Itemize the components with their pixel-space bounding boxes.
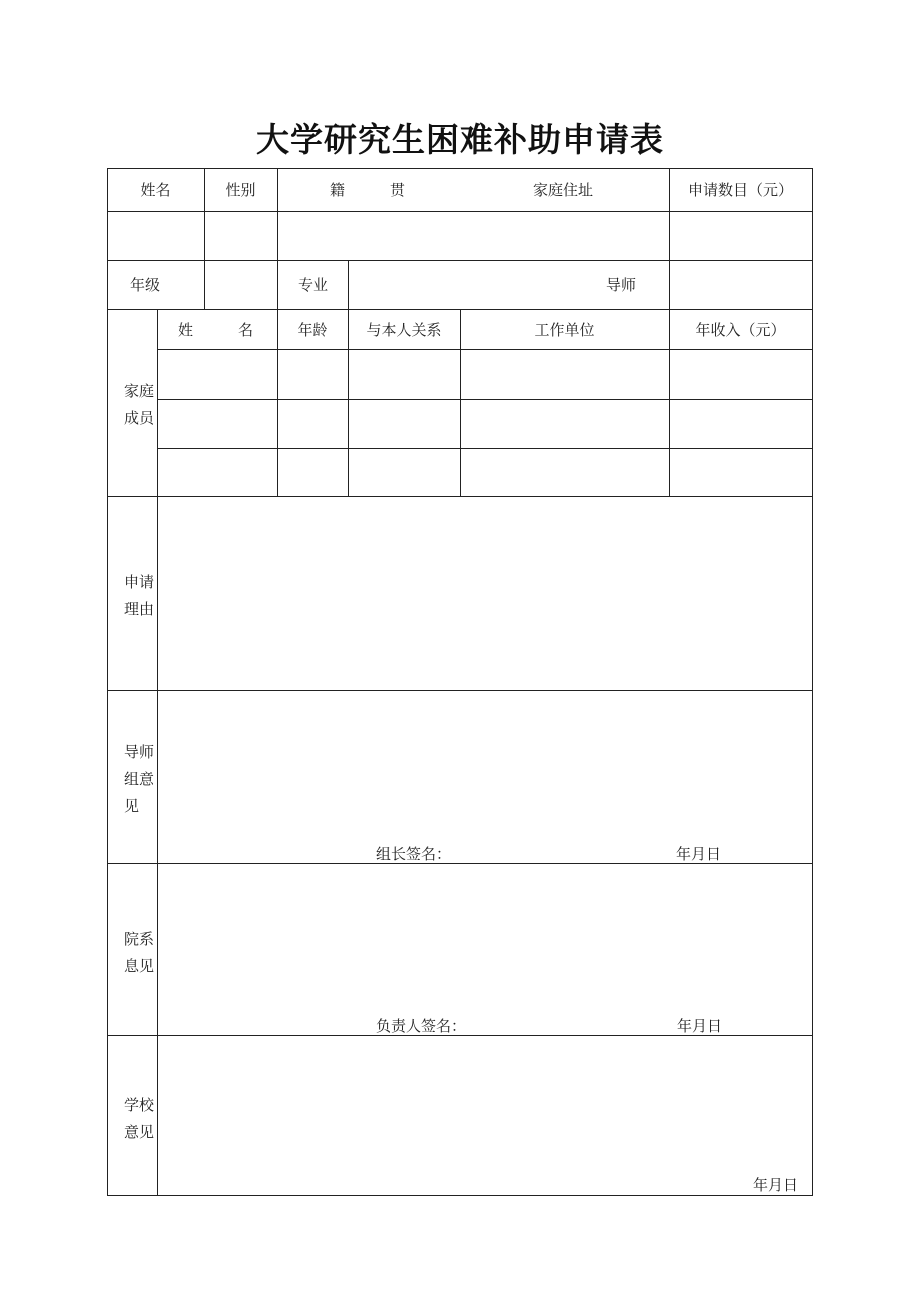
name-field[interactable] [108,212,204,260]
family-row[interactable] [158,449,812,496]
gender-field[interactable] [205,212,277,260]
grade-field[interactable] [205,261,277,309]
advisor-opinion-field[interactable] [158,691,812,831]
major-field[interactable] [349,261,589,309]
advisor-opinion-label: 导师组意见 [124,743,155,815]
family-members-label: 家庭成员 [124,382,155,427]
advisor-label: 导师 [606,276,637,294]
amount-field[interactable] [670,212,812,260]
header-native-place: 籍 贯 [330,181,406,199]
family-col-income: 年收入（元） [695,321,786,339]
responsible-signature-label: 负责人签名： [376,1017,467,1035]
header-name: 姓名 [140,181,171,199]
major-label: 专业 [298,276,329,294]
leader-signature-label: 组长签名： [376,845,452,863]
reason-label: 申请理由 [124,573,155,618]
dept-opinion-label: 院系息见 [124,930,155,975]
family-col-work: 工作单位 [534,321,595,339]
school-opinion-label: 学校意见 [124,1096,155,1141]
family-row[interactable] [158,350,812,399]
school-opinion-field[interactable] [158,1036,812,1166]
family-col-name: 姓 名 [178,321,254,339]
form-title: 大学研究生困难补助申请表 [256,120,664,159]
native-place-address-field[interactable] [278,212,669,260]
family-col-relation: 与本人关系 [366,321,442,339]
reason-field[interactable] [158,497,812,690]
advisor-field[interactable] [670,261,812,309]
family-col-age: 年龄 [297,321,328,339]
dept-opinion-field[interactable] [158,864,812,1004]
header-home-address: 家庭住址 [533,181,594,199]
dept-date-label: 年月日 [677,1017,723,1035]
header-amount: 申请数目（元） [687,181,793,199]
grade-label: 年级 [130,276,161,294]
school-date-label: 年月日 [753,1176,799,1194]
family-row[interactable] [158,400,812,448]
header-gender: 性别 [225,181,256,199]
advisor-date-label: 年月日 [676,845,722,863]
